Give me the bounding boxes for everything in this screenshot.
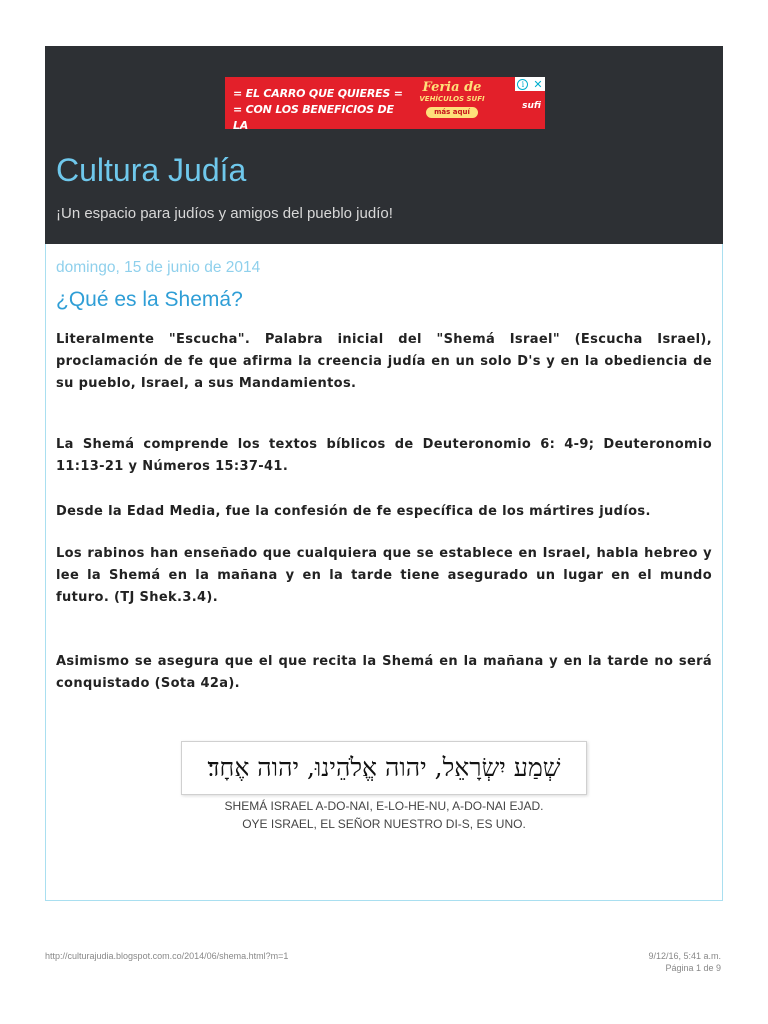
ad-promo (407, 81, 497, 125)
ad-close-icon[interactable]: ✕ (533, 77, 543, 91)
blog-description: ¡Un espacio para judíos y amigos del pueblo judío! (56, 205, 393, 222)
post-date: domingo, 15 de junio de 2014 (56, 259, 261, 276)
ad-brand-logo: sufi (522, 101, 541, 111)
ad-text: = EL CARRO QUE QUIERES = = CON LOS BENEFICIOS DE LA (233, 86, 405, 129)
ad-promo-sub: VEHÍCULOS SUFI (419, 95, 485, 103)
ad-line-2: CON LOS BENEFICIOS DE LA (233, 103, 394, 129)
page (45, 46, 723, 901)
post-paragraph: Los rabinos han enseñado que cualquiera que se establece en Israel, habla hebreo y lee la Shemá en la mañana y en la tarde tiene asegurado un lugar en el mundo futuro. (TJ Shek.3.4). (56, 546, 712, 605)
footer-timestamp: 9/12/16, 5:41 a.m. (648, 951, 721, 961)
post-paragraph: Asimismo se asegura que el que recita la Shemá en la mañana y en la tarde no será conquistado (Sota 42a). (56, 654, 712, 691)
ad-promo-title: Feria de (422, 80, 482, 95)
footer-meta (648, 950, 721, 974)
image-caption-line-1: SHEMÁ ISRAEL A-DO-NAI, E-LO-HE-NU, A-DO-NAI EJAD. (224, 799, 544, 813)
post-title[interactable]: ¿Qué es la Shemá? (56, 288, 243, 311)
post-paragraph: Desde la Edad Media, fue la confesión de fe específica de los mártires judíos. (56, 504, 651, 519)
post-paragraph: La Shemá comprende los textos bíblicos de Deuteronomio 6: 4-9; Deuteronomio 11:13-21 y Números 15:37-41. (56, 437, 712, 474)
ad-controls (515, 77, 545, 91)
hebrew-shema-image: שְׁמַע יִשְׂרָאֵל, יהוה אֱלֹהֵינוּ, יהוה אֶחָד׃ (181, 741, 587, 795)
footer-url: http://culturajudia.blogspot.com.co/2014/06/shema.html?m=1 (45, 951, 289, 961)
image-caption-line-2: OYE ISRAEL, EL SEÑOR NUESTRO DI-S, ES UNO. (242, 817, 526, 831)
ad-info-icon[interactable]: i (517, 79, 528, 90)
ad-cta-button[interactable]: más aquí (426, 107, 478, 118)
blog-header (45, 46, 723, 244)
advertisement-banner[interactable] (225, 77, 545, 129)
footer-page-number: Página 1 de 9 (665, 963, 721, 973)
blog-title[interactable]: Cultura Judía (56, 152, 247, 188)
ad-line-1: EL CARRO QUE QUIERES (245, 87, 391, 100)
post-paragraph: Literalmente "Escucha". Palabra inicial del "Shemá Israel" (Escucha Israel), proclamación de fe que afirma la creencia judía en un solo D's y en la obediencia de su pueblo, Israel, a sus Mandamientos. (56, 332, 712, 391)
